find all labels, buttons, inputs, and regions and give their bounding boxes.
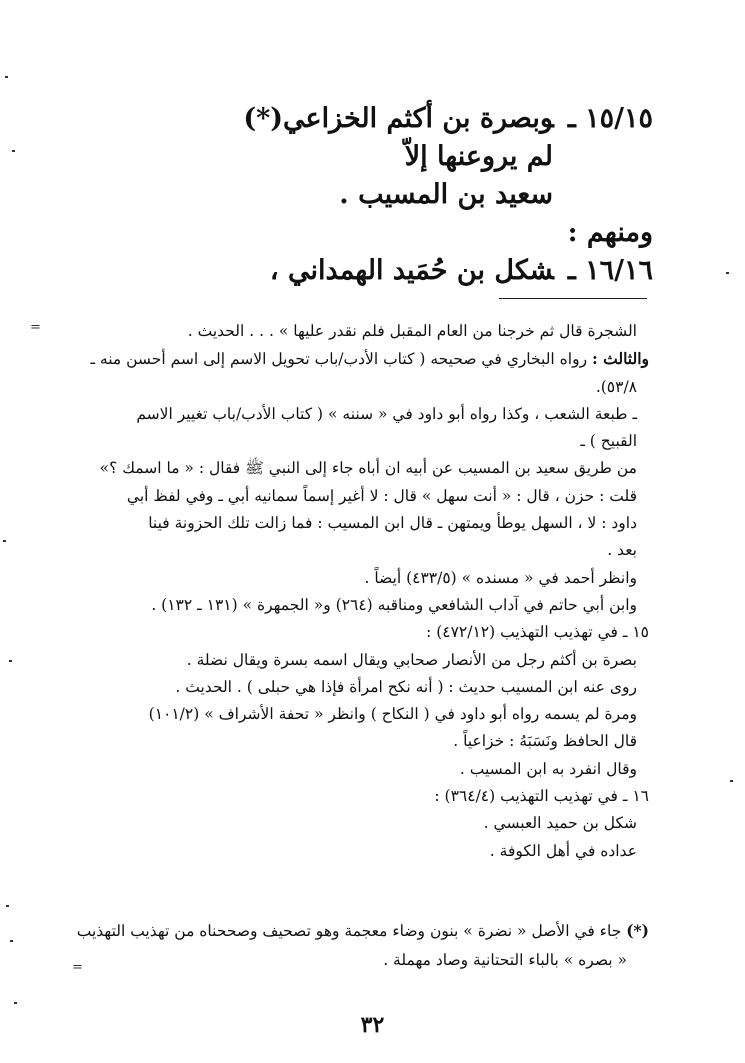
entry-16-heading bbox=[173, 252, 653, 290]
note-line: قلت : حزن ، قال : « أنت سهل » قال : لا أغير إسماً سمانيه أبي ـ وفي لفظ أبي bbox=[126, 486, 637, 505]
note-line: وقال انفرد به ابن المسيب . bbox=[459, 759, 637, 778]
entry-15-line-3: سعيد بن المسيب . bbox=[339, 179, 553, 210]
note-line: عداده في أهل الكوفة . bbox=[489, 841, 637, 860]
note-line: القبيح ) ـ bbox=[580, 432, 637, 451]
scan-speck bbox=[14, 1002, 17, 1004]
scan-speck bbox=[730, 780, 733, 782]
entry-15-number: ١٥/١٥ ـ bbox=[567, 103, 653, 134]
note-line: وابن أبي حاتم في آداب الشافعي ومناقبه (٢٦٤) و« الجمهرة » (١٣١ ـ ١٣٢) . bbox=[151, 595, 637, 614]
note-line-text: رواه البخاري في صحيحه ( كتاب الأدب/باب تحويل الاسم إلى اسم أحسن منه ـ bbox=[90, 350, 588, 369]
note-label-third: والثالث : bbox=[592, 349, 649, 369]
note-line: ١٥ ـ في تهذيب التهذيب (٤٧٢/١٢) : bbox=[426, 623, 649, 642]
footnote-side-mark: = bbox=[72, 960, 83, 975]
note-line: ١٦ ـ في تهذيب التهذيب (٣٦٤/٤) : bbox=[434, 787, 649, 806]
footnote-text: جاء في الأصل « نضرة » بنون وضاء معجمة وهو تصحيف وصححناه من تهذيب التهذيب bbox=[76, 922, 622, 940]
note-line: من طريق سعيد بن المسيب عن أبيه ان أباه جاء إلى النبي ﷺ فقال : « ما اسمك ؟» bbox=[99, 459, 637, 478]
note-line: روى عنه ابن المسيب حديث : ( أنه نكح امرأة فإذا هي حبلى ) . الحديث . bbox=[175, 677, 637, 696]
note-line bbox=[89, 345, 649, 373]
entry-16-number: ١٦/١٦ ـ bbox=[567, 255, 653, 286]
scan-speck bbox=[6, 905, 9, 907]
scan-speck bbox=[10, 940, 13, 942]
entry-16-title: شكل بن حُمَيد الهمداني ، bbox=[269, 255, 554, 286]
entry-15-title: وبصرة بن أكثم الخزاعي(*) bbox=[243, 103, 554, 134]
footnote-marker: (*) bbox=[626, 921, 649, 940]
footnote-line-1 bbox=[76, 916, 649, 946]
continuation-mark: = bbox=[30, 320, 41, 335]
entry-15-line-2: لم يروعنها إلاّ bbox=[404, 141, 553, 172]
note-line: بعد . bbox=[607, 541, 637, 560]
footnote-line-2: « بصره » بالباء التحتانية وصاد مهملة . bbox=[383, 951, 627, 969]
note-line: ومرة لم يسمه رواه أبو داود في ( النكاح ) وانظر « تحفة الأشراف » (١٠١/٢) bbox=[148, 705, 637, 724]
notes-block bbox=[89, 318, 649, 865]
note-line: بصرة بن أكثم رجل من الأنصار صحابي ويقال اسمه بسرة ويقال نضلة . bbox=[186, 650, 637, 669]
scan-speck bbox=[5, 76, 8, 78]
scan-speck bbox=[9, 660, 12, 662]
scan-speck bbox=[3, 540, 6, 542]
footnote bbox=[76, 916, 649, 975]
note-line: وانظر أحمد في « مسنده » (٤٣٣/٥) أيضاً . bbox=[364, 568, 637, 587]
note-line: قال الحافظ ونَسَبَهُ : خزاعياً . bbox=[453, 732, 637, 751]
footnote-separator bbox=[499, 298, 647, 299]
section-heading: ومنهم : bbox=[567, 217, 653, 248]
main-text bbox=[173, 100, 653, 290]
entry-15-heading bbox=[173, 100, 653, 138]
note-line: الشجرة قال ثم خرجنا من العام المقبل فلم نقدر عليها » . . . الحديث . bbox=[187, 322, 637, 340]
page-number: ٣٢ bbox=[360, 1012, 385, 1038]
note-line: داود : لا ، السهل يوطأ ويمتهن ـ قال ابن المسيب : فما زالت تلك الحزونة فينا bbox=[148, 514, 637, 533]
note-line: شكل بن حميد العبسي . bbox=[483, 814, 637, 833]
scan-speck bbox=[726, 272, 729, 274]
note-line: ٥٣/٨). bbox=[595, 377, 637, 396]
note-line: ـ طبعة الشعب ، وكذا رواه أبو داود في « سننه » ( كتاب الأدب/باب تغيير الاسم bbox=[136, 404, 637, 423]
scan-speck bbox=[12, 150, 15, 152]
